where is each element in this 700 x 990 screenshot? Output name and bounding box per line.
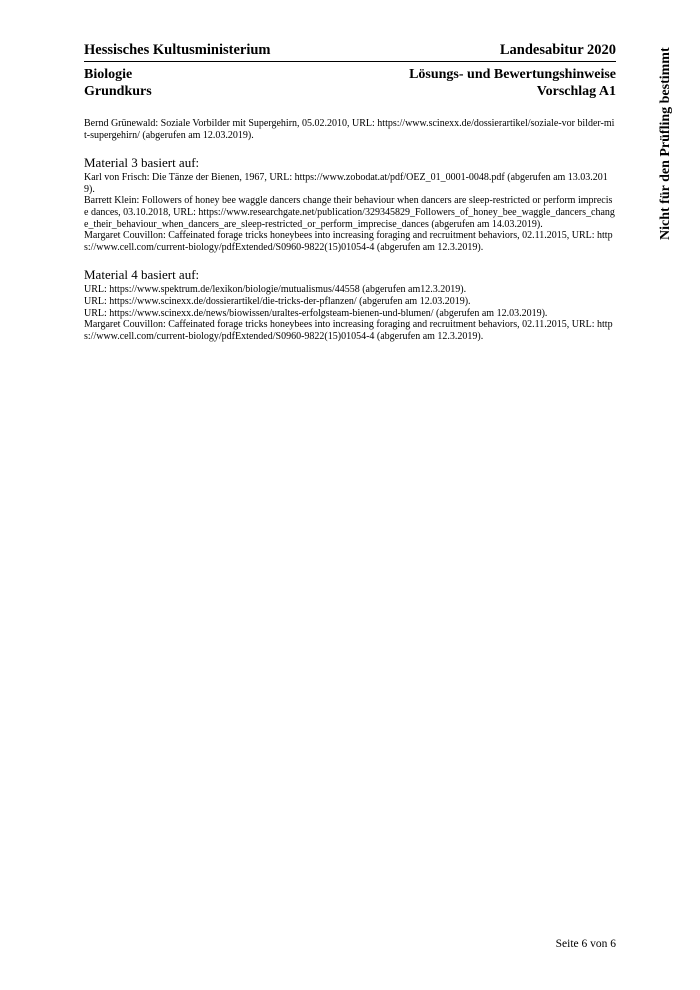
reference-item: Barrett Klein: Followers of honey bee waggle dancers change their behaviour when dancers are sleep-restricted or perform imprecise dances, 03.10.2018, URL: https://www.researchgate.net/publication/329345829_Followers_of_honey_bee_waggle_dancers_change_their_behaviour_when_dancers_are_sleep-restricted_or_perform_imprecise_dances (abgerufen am 14.03.2019). bbox=[84, 195, 615, 230]
subject-label: Biologie bbox=[84, 67, 133, 82]
proposal-label: Vorschlag A1 bbox=[536, 84, 616, 99]
section-heading: Material 4 basiert auf: bbox=[84, 267, 200, 283]
section-material-4 bbox=[84, 267, 616, 342]
document-body bbox=[84, 118, 616, 342]
ministry-title: Hessisches Kultusministerium bbox=[84, 42, 271, 58]
reference-item: URL: https://www.scinexx.de/dossierartikel/die-tricks-der-pflanzen/ (abgerufen am 12.03.2019). bbox=[84, 295, 471, 307]
page-number: Seite 6 von 6 bbox=[555, 938, 616, 950]
confidential-side-note: Nicht für den Prüfling bestimmt bbox=[658, 47, 673, 240]
reference-item: URL: https://www.spektrum.de/lexikon/biologie/mutualismus/44558 (abgerufen am12.3.2019). bbox=[84, 284, 467, 296]
section-material-3 bbox=[84, 155, 616, 253]
intro-reference: Bernd Grünewald: Soziale Vorbilder mit Supergehirn, 05.02.2010, URL: https://www.scinexx.de/dossierartikel/soziale-vor bilder-mit-supergehirn/ (abgerufen am 12.03.2019). bbox=[84, 118, 615, 141]
header-divider bbox=[84, 61, 616, 62]
course-label: Grundkurs bbox=[84, 84, 152, 99]
reference-item: Karl von Frisch: Die Tänze der Bienen, 1967, URL: https://www.zobodat.at/pdf/OEZ_01_0001-0048.pdf (abgerufen am 13.03.2019). bbox=[84, 172, 608, 195]
reference-item: URL: https://www.scinexx.de/news/biowissen/uraltes-erfolgsteam-bienen-und-blumen/ (abgerufen am 12.03.2019). bbox=[84, 307, 548, 319]
reference-item: Margaret Couvillon: Caffeinated forage tricks honeybees into increasing foraging and recruitment behaviors, 02.11.2015, URL: https://www.cell.com/current-biology/pdfExtended/S0960-9822(15)01054-4 (abgerufen am 12.3.2019). bbox=[84, 230, 613, 253]
section-heading: Material 3 basiert auf: bbox=[84, 155, 200, 171]
exam-title: Landesabitur 2020 bbox=[499, 42, 616, 58]
subject-block bbox=[84, 66, 152, 100]
doc-type-label: Lösungs- und Bewertungshinweise bbox=[409, 67, 616, 82]
reference-item: Margaret Couvillon: Caffeinated forage tricks honeybees into increasing foraging and recruitment behaviors, 02.11.2015, URL: https://www.cell.com/current-biology/pdfExtended/S0960-9822(15)01054-4 (abgerufen am 12.3.2019). bbox=[84, 319, 613, 342]
document-header bbox=[84, 42, 616, 59]
doc-info-block bbox=[409, 66, 616, 100]
